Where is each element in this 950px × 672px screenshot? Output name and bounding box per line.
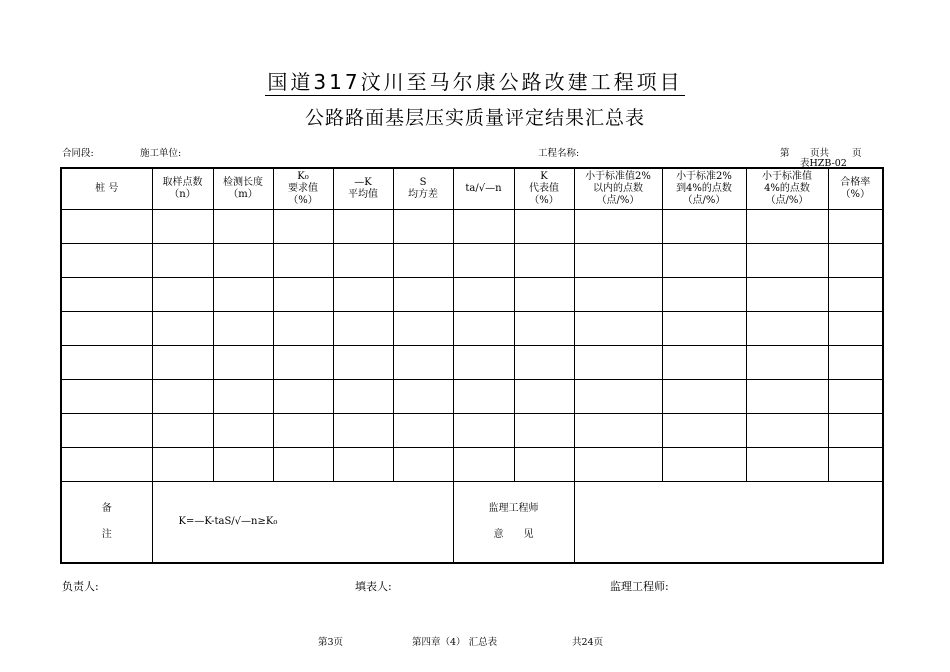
- supervisor-opinion-cell[interactable]: [574, 482, 883, 564]
- form-code: 表HZB-02: [800, 158, 847, 169]
- table-cell[interactable]: [574, 346, 662, 380]
- page-label-di: 第: [780, 148, 790, 159]
- header-line: 到4%的点数: [676, 183, 732, 194]
- table-cell[interactable]: [152, 312, 213, 346]
- table-cell[interactable]: [393, 346, 453, 380]
- table-cell[interactable]: [574, 380, 662, 414]
- table-cell[interactable]: [574, 210, 662, 244]
- remark-label-cell: [61, 482, 152, 564]
- header-cell: [574, 168, 662, 210]
- table-cell[interactable]: [213, 278, 273, 312]
- page-label-ye: 页: [852, 148, 862, 159]
- table-cell[interactable]: [273, 380, 333, 414]
- table-cell[interactable]: [152, 210, 213, 244]
- table-cell[interactable]: [574, 448, 662, 482]
- table-cell[interactable]: [746, 312, 828, 346]
- table-cell[interactable]: [152, 244, 213, 278]
- header-line: K₀: [297, 171, 309, 182]
- header-line: （点/%）: [596, 195, 640, 206]
- header-line: 小于标准2%: [676, 171, 732, 182]
- responsible-label: 负责人:: [62, 580, 99, 593]
- table-cell[interactable]: [662, 414, 746, 448]
- table-cell[interactable]: [333, 346, 393, 380]
- header-line: （n）: [169, 189, 196, 200]
- table-cell[interactable]: [514, 278, 574, 312]
- header-line: 平均值: [348, 189, 378, 200]
- table-row: [61, 380, 883, 414]
- table-cell[interactable]: [828, 380, 883, 414]
- table-cell[interactable]: [333, 244, 393, 278]
- table-cell[interactable]: [333, 210, 393, 244]
- table-cell[interactable]: [213, 414, 273, 448]
- header-line: 小于标准值2%: [585, 171, 651, 182]
- engineer-label: 监理工程师:: [610, 580, 669, 593]
- table-cell[interactable]: [828, 414, 883, 448]
- remark-label-2: 注: [101, 529, 112, 540]
- table-cell[interactable]: [213, 448, 273, 482]
- header-line: S: [419, 177, 427, 188]
- table-cell[interactable]: [662, 448, 746, 482]
- table-cell[interactable]: [453, 380, 514, 414]
- table-cell[interactable]: [152, 278, 213, 312]
- document-title: 国道317汶川至马尔康公路改建工程项目: [267, 70, 683, 94]
- header-cell: [213, 168, 273, 210]
- table-cell[interactable]: [828, 448, 883, 482]
- table-cell[interactable]: [662, 380, 746, 414]
- document-subtitle: 公路路面基层压实质量评定结果汇总表: [304, 107, 645, 129]
- remark-row: [61, 482, 883, 564]
- summary-table: [60, 167, 884, 564]
- unit-label: 施工单位:: [140, 148, 182, 159]
- header-cell: [453, 168, 514, 210]
- table-cell[interactable]: [393, 278, 453, 312]
- table-cell[interactable]: [514, 346, 574, 380]
- table-cell[interactable]: [746, 414, 828, 448]
- table-cell[interactable]: [828, 244, 883, 278]
- header-cell: [828, 168, 883, 210]
- header-line: 均方差: [408, 189, 438, 200]
- table-cell[interactable]: [61, 346, 152, 380]
- header-cell: [662, 168, 746, 210]
- table-cell[interactable]: [273, 210, 333, 244]
- table-cell[interactable]: [273, 414, 333, 448]
- header-line: （%）: [840, 189, 870, 200]
- table-cell[interactable]: [61, 380, 152, 414]
- table-cell[interactable]: [453, 346, 514, 380]
- table-cell[interactable]: [213, 312, 273, 346]
- header-line: K: [540, 171, 548, 182]
- table-cell[interactable]: [213, 380, 273, 414]
- table-cell[interactable]: [453, 448, 514, 482]
- table-cell[interactable]: [746, 210, 828, 244]
- table-cell[interactable]: [273, 312, 333, 346]
- table-cell[interactable]: [152, 414, 213, 448]
- page-number: 第3页: [318, 637, 344, 648]
- table-cell[interactable]: [574, 244, 662, 278]
- table-cell[interactable]: [514, 312, 574, 346]
- table-cell[interactable]: [333, 448, 393, 482]
- table-cell[interactable]: [746, 448, 828, 482]
- table-cell[interactable]: [213, 210, 273, 244]
- formula: K=—K-taS/√—n≥K₀: [178, 516, 278, 527]
- table-cell[interactable]: [273, 244, 333, 278]
- table-cell[interactable]: [393, 312, 453, 346]
- table-cell[interactable]: [61, 312, 152, 346]
- table-cell[interactable]: [61, 244, 152, 278]
- table-cell[interactable]: [828, 346, 883, 380]
- header-line: 桩 号: [95, 183, 119, 194]
- table-cell[interactable]: [828, 210, 883, 244]
- header-line: 取样点数: [162, 177, 203, 188]
- filler-label: 填表人:: [355, 580, 392, 593]
- table-cell[interactable]: [273, 278, 333, 312]
- header-line: 小于标准值: [762, 171, 812, 182]
- table-cell[interactable]: [746, 346, 828, 380]
- header-line: （点/%）: [682, 195, 726, 206]
- table-row: [61, 244, 883, 278]
- table-cell[interactable]: [746, 380, 828, 414]
- table-cell[interactable]: [61, 210, 152, 244]
- table-cell[interactable]: [453, 244, 514, 278]
- table-cell[interactable]: [393, 448, 453, 482]
- table-cell[interactable]: [393, 244, 453, 278]
- header-cell: [61, 168, 152, 210]
- header-cell: [333, 168, 393, 210]
- table-cell[interactable]: [514, 380, 574, 414]
- table-row: [61, 210, 883, 244]
- chapter-label: 第四章（4） 汇总表: [412, 637, 498, 648]
- supervisor-label-1: 监理工程师: [488, 503, 539, 514]
- table-cell[interactable]: [213, 244, 273, 278]
- table-cell[interactable]: [152, 380, 213, 414]
- header-line: ta/√—n: [465, 183, 502, 194]
- total-pages: 共24页: [572, 637, 604, 648]
- project-label: 工程名称:: [538, 148, 580, 159]
- table-cell[interactable]: [662, 346, 746, 380]
- supervisor-opinion-label-cell: [453, 482, 574, 564]
- table-cell[interactable]: [514, 210, 574, 244]
- table-cell[interactable]: [662, 210, 746, 244]
- table-cell[interactable]: [393, 414, 453, 448]
- table-row: [61, 414, 883, 448]
- table-cell[interactable]: [333, 278, 393, 312]
- header-line: —K: [354, 177, 372, 188]
- table-cell[interactable]: [574, 414, 662, 448]
- header-cell: [152, 168, 213, 210]
- supervisor-label-2: 意 见: [493, 529, 534, 540]
- contract-label: 合同段:: [62, 148, 94, 159]
- table-header-row: [61, 168, 883, 210]
- table-cell[interactable]: [514, 414, 574, 448]
- header-line: （m）: [228, 189, 258, 200]
- table-cell[interactable]: [393, 380, 453, 414]
- table-cell[interactable]: [61, 448, 152, 482]
- table-cell[interactable]: [514, 244, 574, 278]
- table-cell[interactable]: [514, 448, 574, 482]
- table-cell[interactable]: [152, 346, 213, 380]
- header-line: 要求值: [288, 183, 318, 194]
- table-cell[interactable]: [273, 448, 333, 482]
- table-cell[interactable]: [453, 414, 514, 448]
- table-cell[interactable]: [453, 312, 514, 346]
- page-label-gong: 页共: [810, 148, 830, 159]
- header-cell: [514, 168, 574, 210]
- formula-cell: [152, 482, 453, 564]
- table-cell[interactable]: [828, 312, 883, 346]
- table-cell[interactable]: [273, 346, 333, 380]
- header-line: （点/%）: [765, 195, 809, 206]
- header-line: 检测长度: [223, 177, 263, 188]
- header-cell: [273, 168, 333, 210]
- table-cell[interactable]: [662, 312, 746, 346]
- table-cell[interactable]: [828, 278, 883, 312]
- table-cell[interactable]: [662, 244, 746, 278]
- remark-label-1: 备: [101, 503, 112, 514]
- table-cell[interactable]: [333, 312, 393, 346]
- table-cell[interactable]: [393, 210, 453, 244]
- header-cell: [746, 168, 828, 210]
- table-cell[interactable]: [574, 312, 662, 346]
- table-cell[interactable]: [574, 278, 662, 312]
- header-line: （%）: [288, 195, 318, 206]
- header-line: 以内的点数: [593, 183, 643, 194]
- table-row: [61, 312, 883, 346]
- table-cell[interactable]: [333, 414, 393, 448]
- table-cell[interactable]: [61, 414, 152, 448]
- table-cell[interactable]: [662, 278, 746, 312]
- table-cell[interactable]: [746, 244, 828, 278]
- table-row: [61, 448, 883, 482]
- table-cell[interactable]: [746, 278, 828, 312]
- table-cell[interactable]: [453, 210, 514, 244]
- table-row: [61, 346, 883, 380]
- header-line: 代表值: [529, 183, 559, 194]
- table-cell[interactable]: [61, 278, 152, 312]
- table-cell[interactable]: [213, 346, 273, 380]
- header-cell: [393, 168, 453, 210]
- table-row: [61, 278, 883, 312]
- table-cell[interactable]: [152, 448, 213, 482]
- table-cell[interactable]: [333, 380, 393, 414]
- table-cell[interactable]: [453, 278, 514, 312]
- header-line: 合格率: [840, 177, 871, 188]
- header-line: （%）: [529, 195, 559, 206]
- header-line: 4%的点数: [764, 183, 810, 194]
